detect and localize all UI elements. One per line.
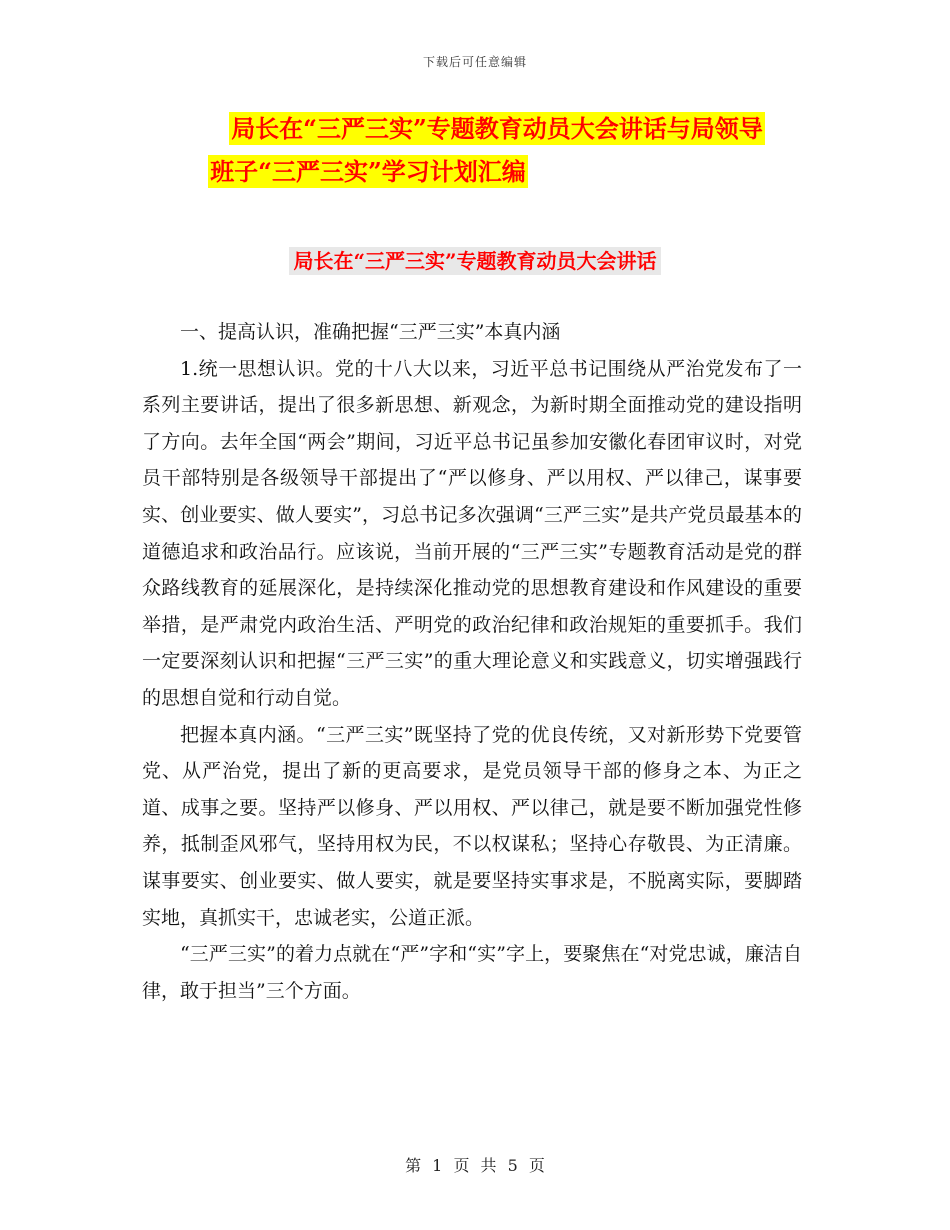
paragraph-3: “三严三实”的着力点就在“严”字和“实”字上，要聚焦在“对党忠诚，廉洁自律，敢于担当”三个方面。 [142, 943, 802, 1002]
document-title-line-1 [22, 111, 950, 147]
document-body [142, 314, 802, 1009]
paragraph-2: 把握本真内涵。“三严三实”既坚持了党的优良传统，又对新形势下党要管党、从严治党，提出了新的更高要求，是党员领导干部的修身之本、为正之道、成事之要。坚持严以修身、严以用权、严以律己，就是要不断加强党性修养，抵制歪风邪气，坚持用权为民，不以权谋私；坚持心存敬畏、为正清廉。谋事要实、创业要实、做人要实，就是要坚持实事求是，不脱离实际，要脚踏实地，真抓实干，忠诚老实，公道正派。 [142, 723, 802, 929]
paragraph-1: 1.统一思想认识。党的十八大以来，习近平总书记围绕从严治党发布了一系列主要讲话，提出了很多新思想、新观念，为新时期全面推动党的建设指明了方向。去年全国“两会”期间，习近平总书记虽参加安徽化春团审议时，对党员干部特别是各级领导干部提出了“严以修身、严以用权、严以律己，谋事要实、创业要实、做人要实”，习总书记多次强调“三严三实”是共产党员最基本的道德追求和政治品行。应该说，当前开展的“三严三实”专题教育活动是党的群众路线教育的延展深化，是持续深化推动党的思想教育建设和作风建设的重要举措，是严肃党内政治生活、严明党的政治纪律和政治规矩的重要抓手。我们一定要深刻认识和把握“三严三实”的重大理论意义和实践意义，切实增强践行的思想自觉和行动自觉。 [142, 357, 802, 709]
document-title-line-2-text: 班子“三严三实”学习计划汇编 [210, 157, 526, 186]
section-title-text: 局长在“三严三实”专题教育动员大会讲话 [289, 247, 660, 275]
document-title-line-2 [0, 154, 843, 190]
header-note: 下载后可任意编辑 [422, 55, 527, 69]
section-heading: 一、提高认识，准确把握“三严三实”本真内涵 [180, 321, 561, 343]
section-title [0, 245, 950, 277]
document-title-line-1-text: 局长在“三严三实”专题教育动员大会讲话与局领导 [231, 114, 763, 143]
page-number: 第 1 页 共 5 页 [405, 1156, 545, 1175]
